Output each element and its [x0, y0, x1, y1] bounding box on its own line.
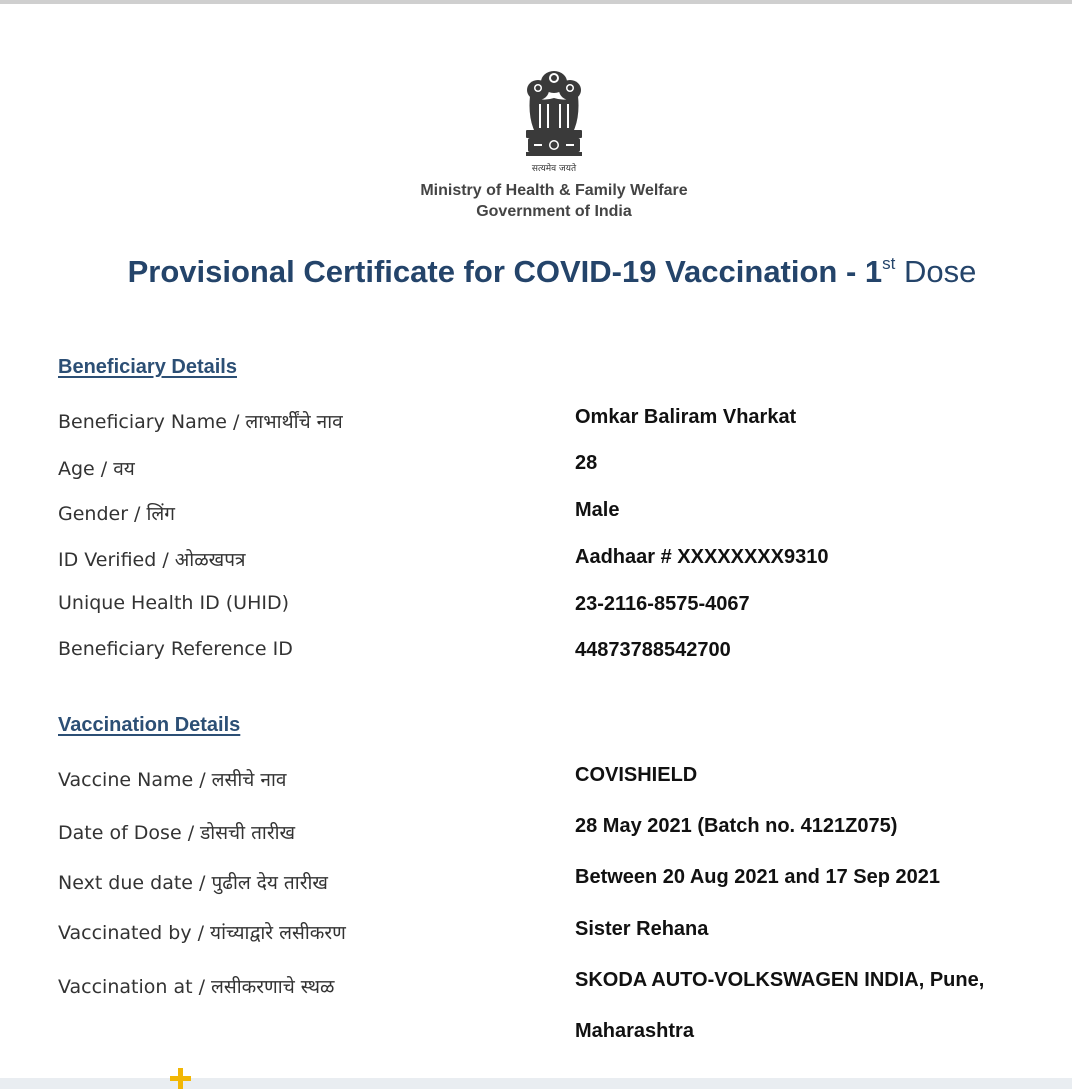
vaccination-details-heading: Vaccination Details	[58, 714, 241, 736]
age-value: 28	[575, 452, 598, 474]
vaccinated-by-label: Vaccinated by / यांच्याद्वारे लसीकरण	[58, 922, 346, 944]
vaccine-name-label: Vaccine Name / लसीचे नाव	[58, 769, 287, 791]
reference-id-value: 44873788542700	[575, 639, 731, 661]
issuer-header	[330, 180, 778, 222]
vaccination-at-value-line2: Maharashtra	[575, 1020, 694, 1042]
next-due-date-value: Between 20 Aug 2021 and 17 Sep 2021	[575, 866, 940, 888]
beneficiary-name-value: Omkar Baliram Vharkat	[575, 406, 797, 428]
gender-value: Male	[575, 499, 620, 521]
certificate-title-main: Provisional Certificate for COVID-19 Vaccination - 1	[127, 254, 883, 289]
dose-date-value: 28 May 2021 (Batch no. 4121Z075)	[575, 815, 898, 837]
uhid-label: Unique Health ID (UHID)	[58, 592, 290, 614]
certificate-title-superscript: st	[882, 254, 896, 273]
beneficiary-name-label: Beneficiary Name / लाभार्थींचे नाव	[58, 411, 343, 433]
bottom-strip	[0, 1078, 1072, 1089]
dose-date-label: Date of Dose / डोसची तारीख	[58, 822, 296, 844]
ministry-name: Ministry of Health & Family Welfare	[420, 182, 688, 199]
national-emblem-icon	[516, 68, 592, 176]
beneficiary-details-heading: Beneficiary Details	[58, 356, 237, 378]
government-name: Government of India	[476, 203, 632, 220]
top-divider	[0, 0, 1072, 4]
age-label: Age / वय	[58, 458, 135, 480]
reference-id-label: Beneficiary Reference ID	[58, 638, 293, 660]
vaccinated-by-value: Sister Rehana	[575, 918, 709, 940]
vaccination-at-label: Vaccination at / लसीकरणाचे स्थळ	[58, 976, 335, 998]
vaccination-at-value: SKODA AUTO-VOLKSWAGEN INDIA, Pune,	[575, 969, 985, 991]
vaccine-name-value: COVISHIELD	[575, 764, 698, 786]
certificate-title-suffix: Dose	[895, 254, 977, 289]
id-verified-label: ID Verified / ओळखपत्र	[58, 549, 246, 571]
plus-icon[interactable]	[170, 1068, 191, 1089]
gender-label: Gender / लिंग	[58, 503, 175, 525]
certificate-title	[0, 254, 1072, 290]
emblem-motto: सत्यमेव जयते	[531, 164, 577, 174]
id-verified-value: Aadhaar # XXXXXXXX9310	[575, 546, 829, 568]
next-due-date-label: Next due date / पुढील देय तारीख	[58, 872, 328, 894]
uhid-value: 23-2116-8575-4067	[575, 593, 750, 615]
